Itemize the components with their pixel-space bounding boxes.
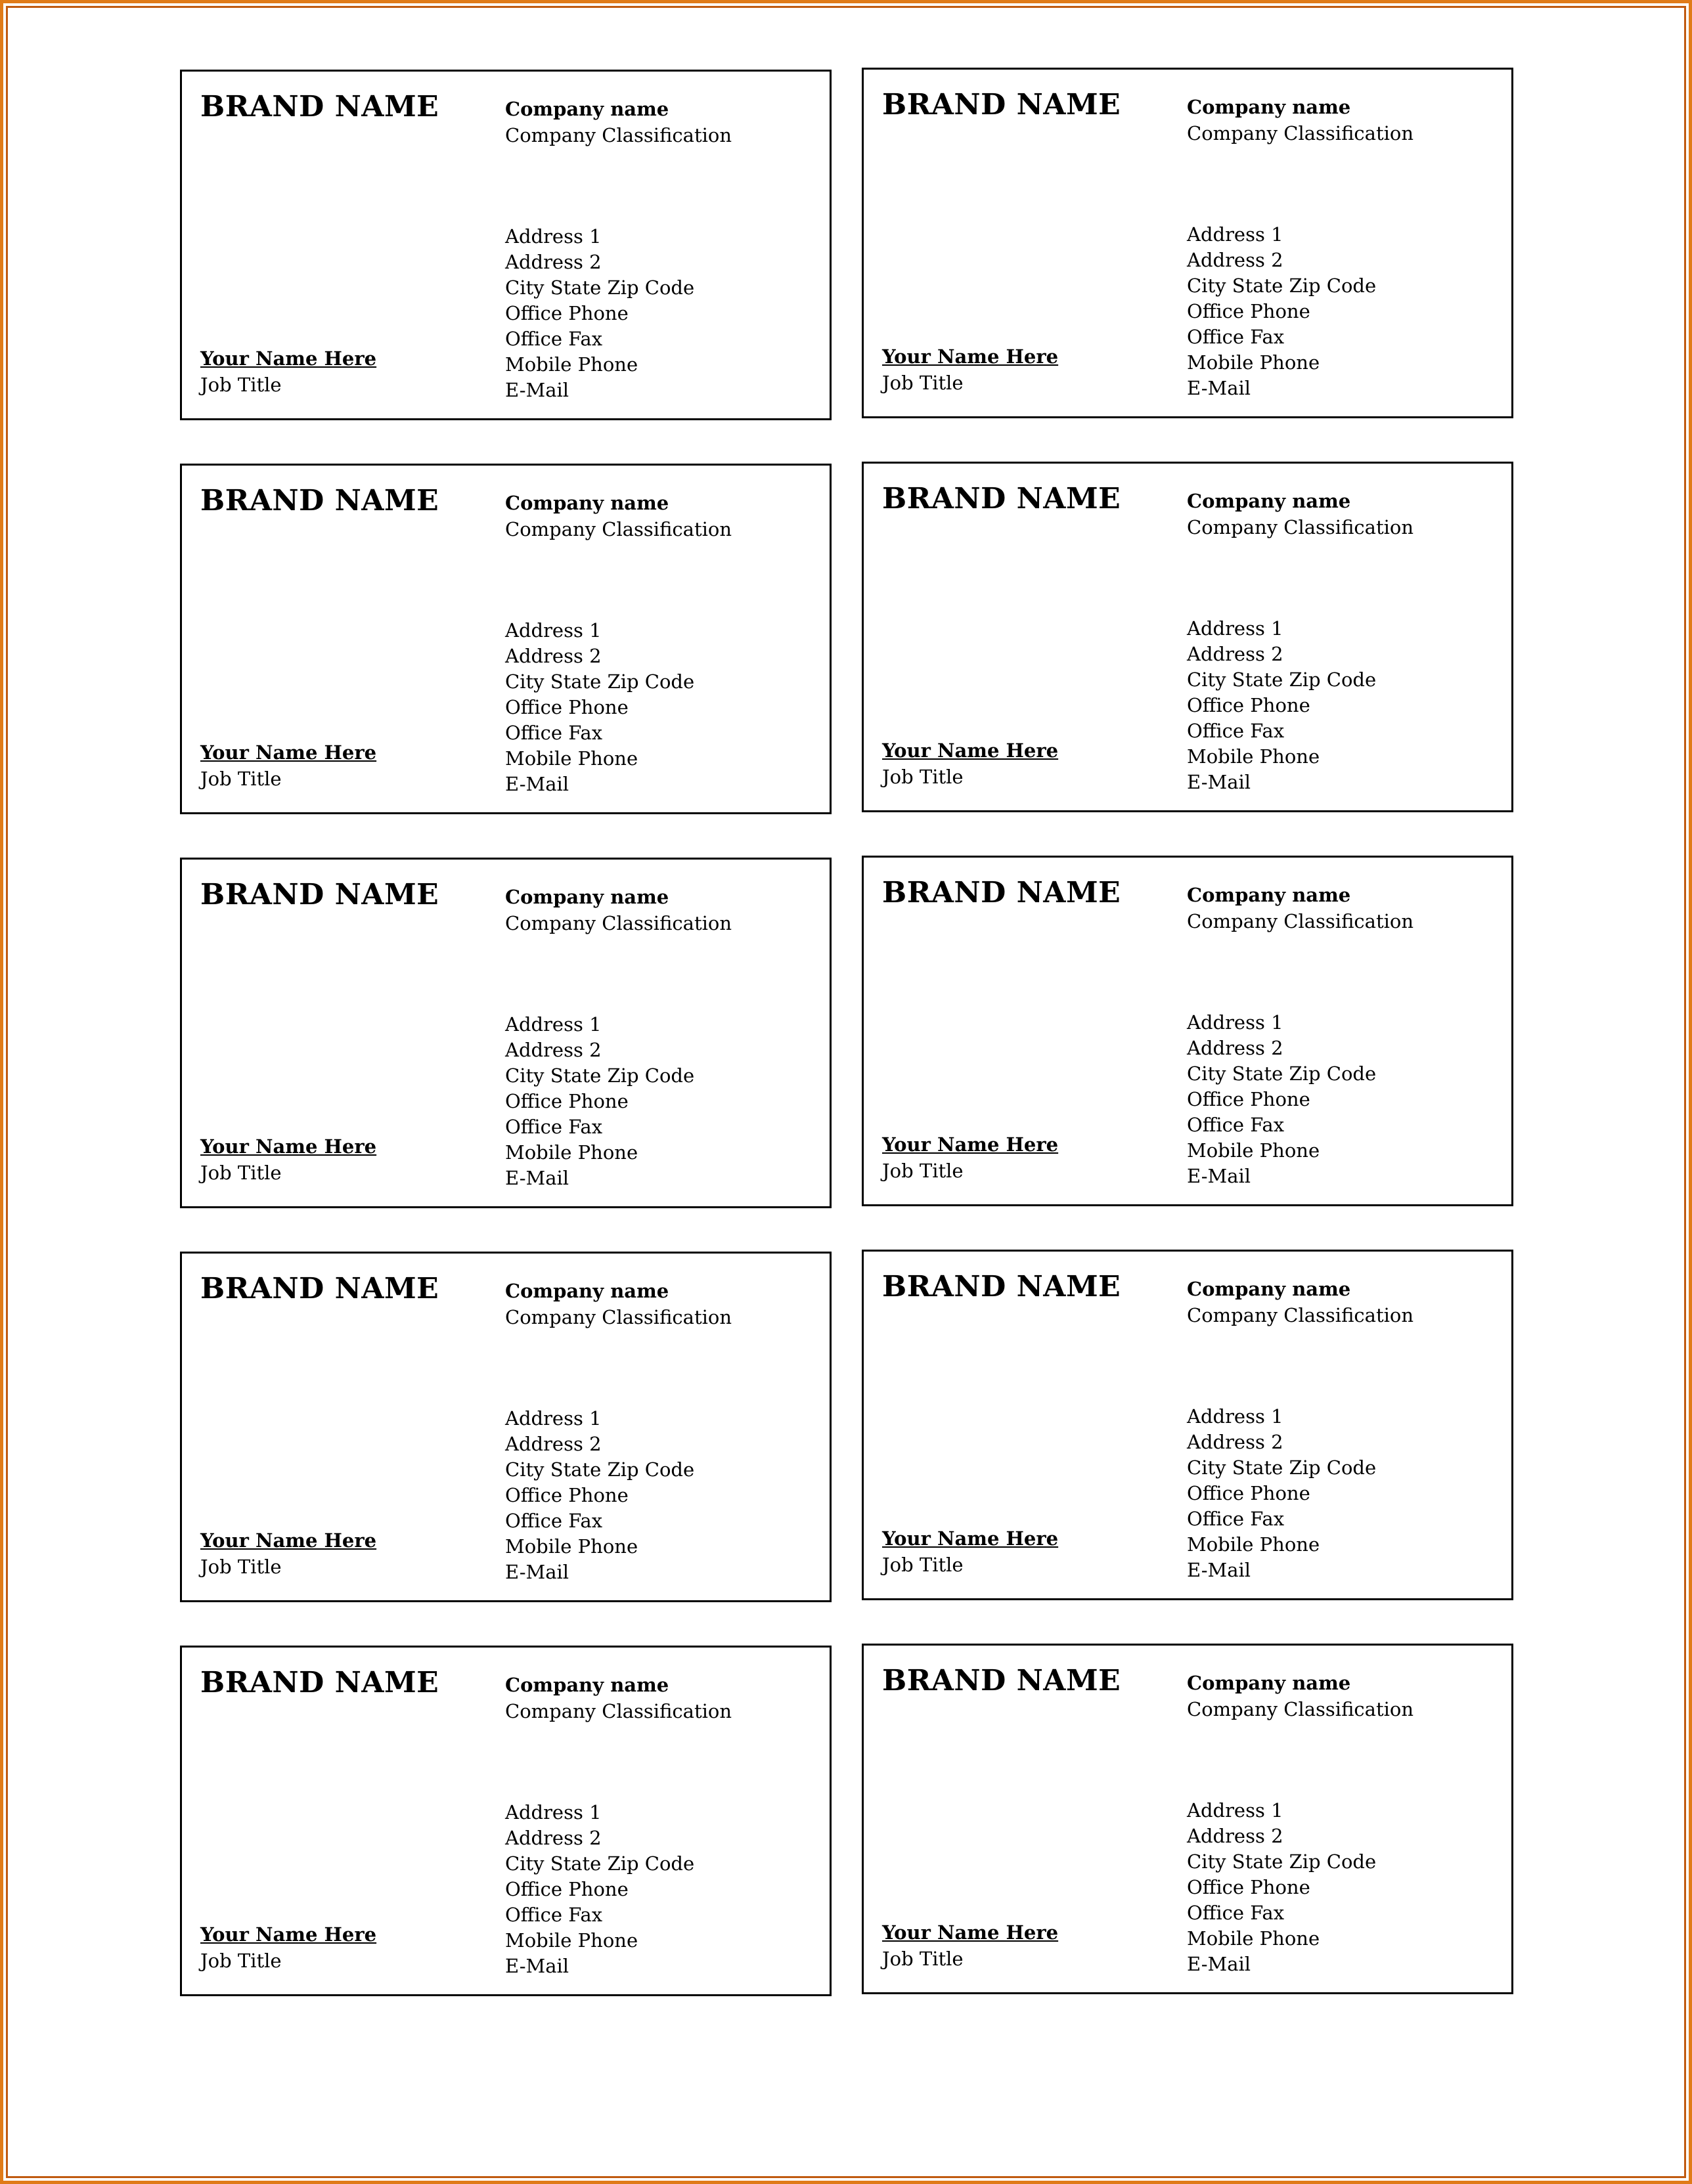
email: E-Mail [1187,1165,1251,1187]
address-line-2: Address 2 [1187,1825,1283,1847]
address-line-1: Address 1 [505,1407,602,1430]
address-line-2: Address 2 [1187,1037,1283,1059]
city-state-zip: City State Zip Code [505,1064,695,1087]
address-line-2: Address 2 [505,1039,602,1061]
job-title: Job Title [200,1950,282,1972]
office-phone: Office Phone [1187,1482,1310,1504]
mobile-phone: Mobile Phone [505,1929,638,1952]
job-title: Job Title [882,372,964,394]
city-state-zip: City State Zip Code [505,1458,695,1481]
office-phone: Office Phone [505,1878,629,1900]
company-name: Company name [1187,884,1351,906]
business-card [862,856,1513,1206]
person-name: Your Name Here [200,1923,377,1946]
company-classification: Company Classification [1187,910,1414,932]
mobile-phone: Mobile Phone [1187,745,1320,768]
person-name: Your Name Here [882,1133,1059,1156]
email: E-Mail [505,1167,569,1189]
company-name: Company name [1187,96,1351,118]
business-card [862,462,1513,812]
email: E-Mail [1187,1953,1251,1975]
contact-details [505,1800,694,1979]
office-fax: Office Fax [505,1510,603,1532]
contact-details [505,224,694,403]
address-line-1: Address 1 [1187,1011,1283,1034]
city-state-zip: City State Zip Code [505,276,695,299]
person-name: Your Name Here [882,345,1059,368]
brand-name: BRAND NAME [200,484,439,517]
city-state-zip: City State Zip Code [1187,1456,1377,1479]
company-name: Company name [1187,1672,1351,1694]
address-line-1: Address 1 [505,1013,602,1036]
company-classification: Company Classification [505,1306,732,1328]
email: E-Mail [505,1955,569,1977]
contact-details [1187,1404,1376,1583]
contact-details [1187,1798,1376,1977]
city-state-zip: City State Zip Code [1187,1850,1377,1873]
office-fax: Office Fax [1187,1114,1285,1136]
job-title: Job Title [882,1948,964,1970]
brand-name: BRAND NAME [882,88,1121,121]
city-state-zip: City State Zip Code [505,670,695,693]
address-line-2: Address 2 [505,645,602,667]
job-title: Job Title [882,766,964,788]
person-name: Your Name Here [882,1527,1059,1550]
brand-name: BRAND NAME [200,1272,439,1305]
office-fax: Office Fax [505,328,603,350]
person-name: Your Name Here [200,741,377,764]
mobile-phone: Mobile Phone [1187,1139,1320,1162]
address-line-2: Address 2 [505,1433,602,1455]
brand-name: BRAND NAME [200,878,439,911]
office-phone: Office Phone [505,696,629,718]
mobile-phone: Mobile Phone [1187,1533,1320,1556]
office-phone: Office Phone [505,1484,629,1506]
mobile-phone: Mobile Phone [505,353,638,376]
office-phone: Office Phone [505,1090,629,1112]
address-line-1: Address 1 [505,619,602,642]
contact-details [505,618,694,797]
address-line-2: Address 2 [1187,643,1283,665]
mobile-phone: Mobile Phone [1187,351,1320,374]
office-phone: Office Phone [1187,694,1310,716]
brand-name: BRAND NAME [200,1666,439,1699]
business-card [180,858,832,1208]
company-classification: Company Classification [505,912,732,934]
office-phone: Office Phone [1187,300,1310,322]
brand-name: BRAND NAME [882,876,1121,909]
job-title: Job Title [200,374,282,396]
office-phone: Office Phone [1187,1088,1310,1110]
brand-name: BRAND NAME [882,482,1121,515]
business-card [862,68,1513,418]
city-state-zip: City State Zip Code [505,1852,695,1875]
city-state-zip: City State Zip Code [1187,668,1377,691]
person-name: Your Name Here [882,1921,1059,1944]
email: E-Mail [1187,771,1251,793]
office-fax: Office Fax [1187,1508,1285,1530]
office-phone: Office Phone [505,302,629,324]
address-line-1: Address 1 [1187,617,1283,640]
office-fax: Office Fax [505,1116,603,1138]
job-title: Job Title [200,1162,282,1184]
business-card [180,70,832,420]
address-line-2: Address 2 [1187,1431,1283,1453]
company-classification: Company Classification [505,1700,732,1722]
address-line-1: Address 1 [1187,1405,1283,1428]
address-line-1: Address 1 [505,225,602,248]
contact-details [1187,616,1376,795]
office-fax: Office Fax [505,722,603,744]
brand-name: BRAND NAME [200,90,439,123]
office-fax: Office Fax [1187,326,1285,348]
city-state-zip: City State Zip Code [1187,1062,1377,1085]
office-phone: Office Phone [1187,1876,1310,1898]
office-fax: Office Fax [505,1904,603,1926]
company-classification: Company Classification [505,124,732,146]
company-name: Company name [505,886,669,908]
contact-details [505,1406,694,1585]
brand-name: BRAND NAME [882,1270,1121,1303]
contact-details [1187,1010,1376,1189]
company-name: Company name [505,1280,669,1302]
business-card [180,464,832,814]
address-line-1: Address 1 [1187,223,1283,246]
job-title: Job Title [882,1554,964,1576]
person-name: Your Name Here [200,1135,377,1158]
company-classification: Company Classification [1187,516,1414,538]
business-card [180,1646,832,1996]
brand-name: BRAND NAME [882,1664,1121,1697]
company-name: Company name [505,492,669,514]
company-classification: Company Classification [505,518,732,540]
job-title: Job Title [882,1160,964,1182]
address-line-1: Address 1 [505,1801,602,1824]
job-title: Job Title [200,768,282,790]
email: E-Mail [505,773,569,795]
job-title: Job Title [200,1556,282,1578]
city-state-zip: City State Zip Code [1187,274,1377,297]
email: E-Mail [1187,1559,1251,1581]
business-card [180,1252,832,1602]
company-classification: Company Classification [1187,1304,1414,1326]
company-classification: Company Classification [1187,122,1414,144]
address-line-1: Address 1 [1187,1799,1283,1822]
office-fax: Office Fax [1187,1902,1285,1924]
mobile-phone: Mobile Phone [505,1141,638,1164]
email: E-Mail [1187,377,1251,399]
mobile-phone: Mobile Phone [1187,1927,1320,1950]
person-name: Your Name Here [200,1529,377,1552]
company-name: Company name [505,98,669,120]
mobile-phone: Mobile Phone [505,747,638,770]
contact-details [1187,222,1376,401]
email: E-Mail [505,379,569,401]
person-name: Your Name Here [200,347,377,370]
contact-details [505,1012,694,1191]
office-fax: Office Fax [1187,720,1285,742]
email: E-Mail [505,1561,569,1583]
person-name: Your Name Here [882,739,1059,762]
business-card [862,1250,1513,1600]
company-name: Company name [1187,1278,1351,1300]
address-line-2: Address 2 [505,251,602,273]
mobile-phone: Mobile Phone [505,1535,638,1558]
address-line-2: Address 2 [505,1827,602,1849]
company-name: Company name [505,1674,669,1696]
address-line-2: Address 2 [1187,249,1283,271]
company-classification: Company Classification [1187,1698,1414,1720]
company-name: Company name [1187,490,1351,512]
business-card [862,1644,1513,1994]
